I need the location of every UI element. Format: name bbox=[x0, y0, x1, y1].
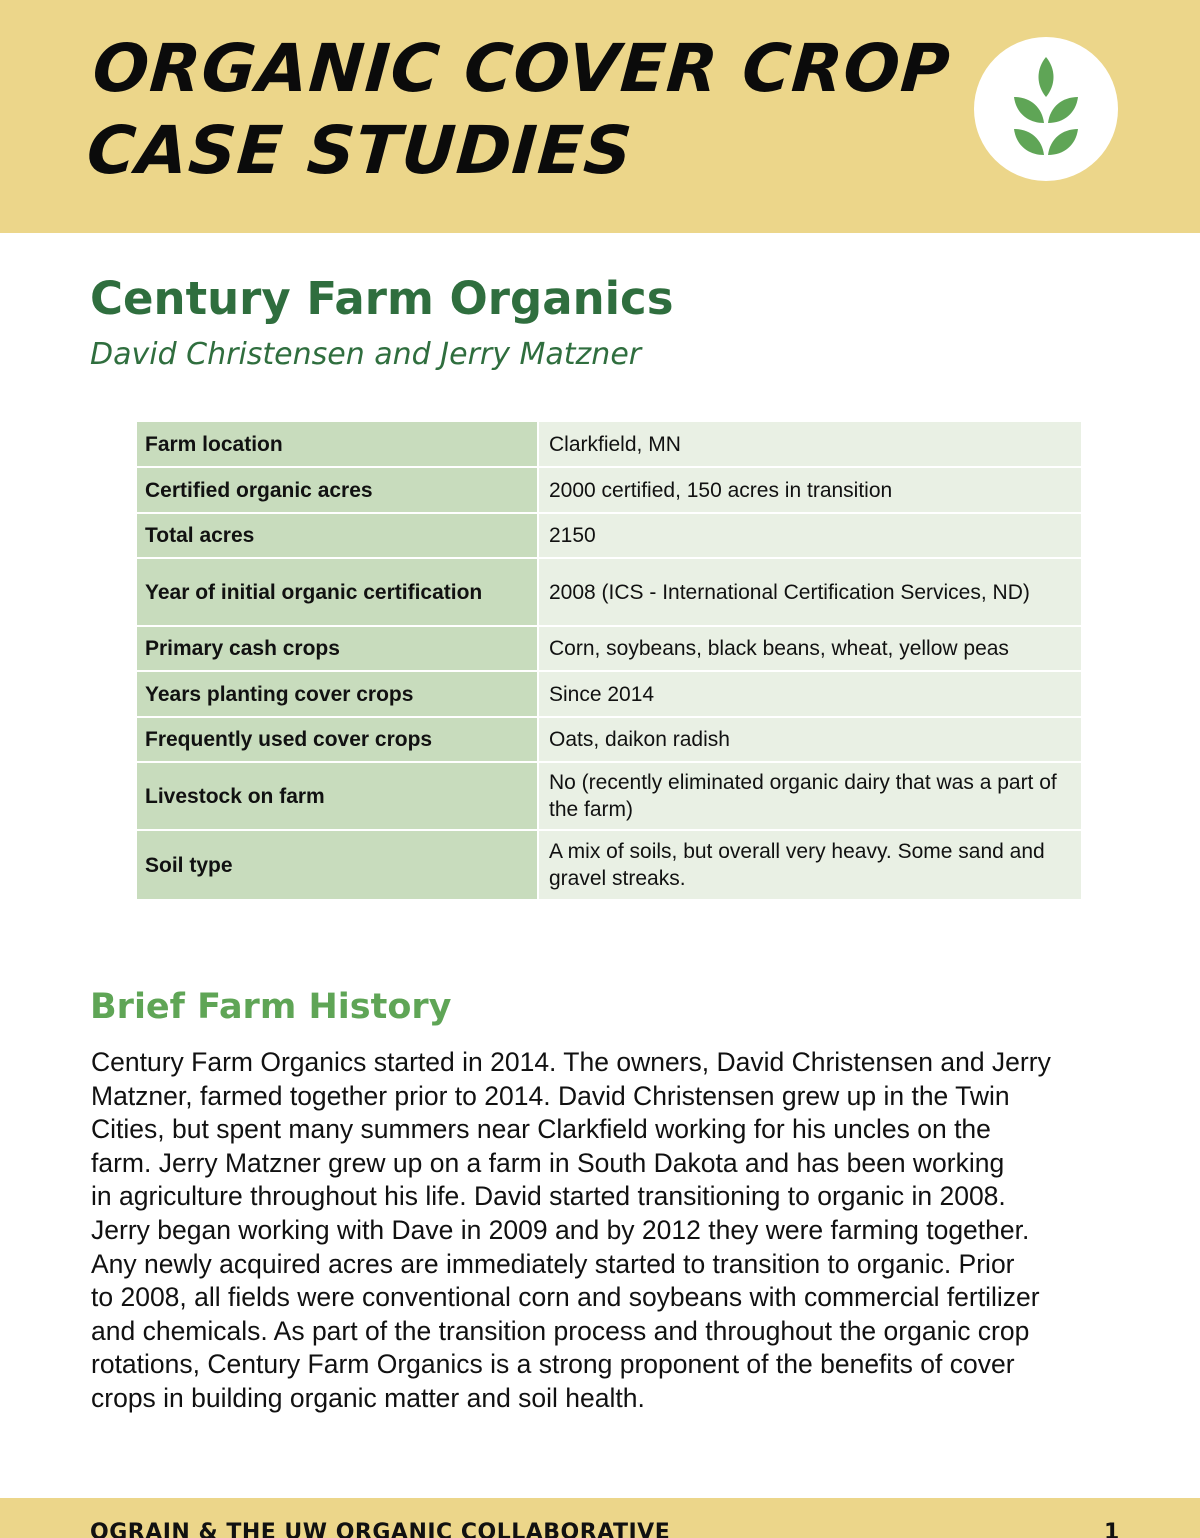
history-line: Any newly acquired acres are immediately started to transition to organic. Prior bbox=[91, 1248, 1015, 1279]
table-row bbox=[137, 831, 1081, 901]
history-section-title: Brief Farm History bbox=[90, 987, 452, 1027]
footer-band bbox=[0, 1498, 1200, 1538]
row-label: Year of initial organic certification bbox=[137, 559, 539, 627]
row-value: Clarkfield, MN bbox=[539, 422, 1081, 468]
table-row bbox=[137, 672, 1081, 718]
table-row bbox=[137, 468, 1081, 514]
history-line: Cities, but spent many summers near Clarkfield working for his uncles on the bbox=[91, 1114, 991, 1145]
row-value: Since 2014 bbox=[539, 672, 1081, 718]
farm-owners: David Christensen and Jerry Matzner bbox=[90, 337, 642, 372]
row-value: Corn, soybeans, black beans, wheat, yellow peas bbox=[539, 627, 1081, 672]
history-line: in agriculture throughout his life. David started transitioning to organic in 2008. bbox=[91, 1181, 1006, 1212]
page-title-line-1: ORGANIC COVER CROP bbox=[90, 30, 953, 107]
row-label: Certified organic acres bbox=[137, 468, 539, 514]
row-label: Soil type bbox=[137, 831, 539, 901]
row-value: 2150 bbox=[539, 514, 1081, 559]
row-value: A mix of soils, but overall very heavy. Some sand and gravel streaks. bbox=[539, 831, 1081, 901]
row-value: Oats, daikon radish bbox=[539, 718, 1081, 763]
table-row bbox=[137, 718, 1081, 763]
page-number: 1 bbox=[1104, 1520, 1120, 1538]
history-line: farm. Jerry Matzner grew up on a farm in South Dakota and has been working bbox=[91, 1147, 1005, 1178]
history-line: to 2008, all fields were conventional corn and soybeans with commercial fertilizer bbox=[91, 1282, 1040, 1313]
history-line: and chemicals. As part of the transition process and throughout the organic crop bbox=[91, 1315, 1030, 1346]
history-line: Matzner, farmed together prior to 2014. David Christensen grew up in the Twin bbox=[91, 1080, 1010, 1111]
footer-organization: OGRAIN & THE UW ORGANIC COLLABORATIVE bbox=[90, 1520, 671, 1538]
row-label: Farm location bbox=[137, 422, 539, 468]
row-value: No (recently eliminated organic dairy that was a part of the farm) bbox=[539, 763, 1081, 831]
history-paragraph bbox=[91, 1046, 1121, 1416]
history-line: Jerry began working with Dave in 2009 and by 2012 they were farming together. bbox=[91, 1214, 1030, 1245]
history-line: rotations, Century Farm Organics is a strong proponent of the benefits of cover bbox=[91, 1349, 1015, 1380]
table-row bbox=[137, 559, 1081, 627]
page-title bbox=[84, 28, 975, 192]
farm-info-table bbox=[137, 422, 1081, 901]
wheat-sprout-icon bbox=[974, 37, 1118, 181]
page-title-line-2: CASE STUDIES bbox=[84, 112, 636, 189]
table-row bbox=[137, 627, 1081, 672]
row-value: 2008 (ICS - International Certification Services, ND) bbox=[539, 559, 1081, 627]
history-line: crops in building organic matter and soil health. bbox=[91, 1382, 645, 1413]
row-label: Years planting cover crops bbox=[137, 672, 539, 718]
row-label: Primary cash crops bbox=[137, 627, 539, 672]
table-row bbox=[137, 422, 1081, 468]
row-label: Frequently used cover crops bbox=[137, 718, 539, 763]
history-line: Century Farm Organics started in 2014. The owners, David Christensen and Jerry bbox=[91, 1047, 1051, 1077]
logo bbox=[974, 37, 1118, 181]
row-label: Total acres bbox=[137, 514, 539, 559]
row-value: 2000 certified, 150 acres in transition bbox=[539, 468, 1081, 514]
farm-name: Century Farm Organics bbox=[90, 272, 674, 325]
table-row bbox=[137, 514, 1081, 559]
table-row bbox=[137, 763, 1081, 831]
row-label: Livestock on farm bbox=[137, 763, 539, 831]
